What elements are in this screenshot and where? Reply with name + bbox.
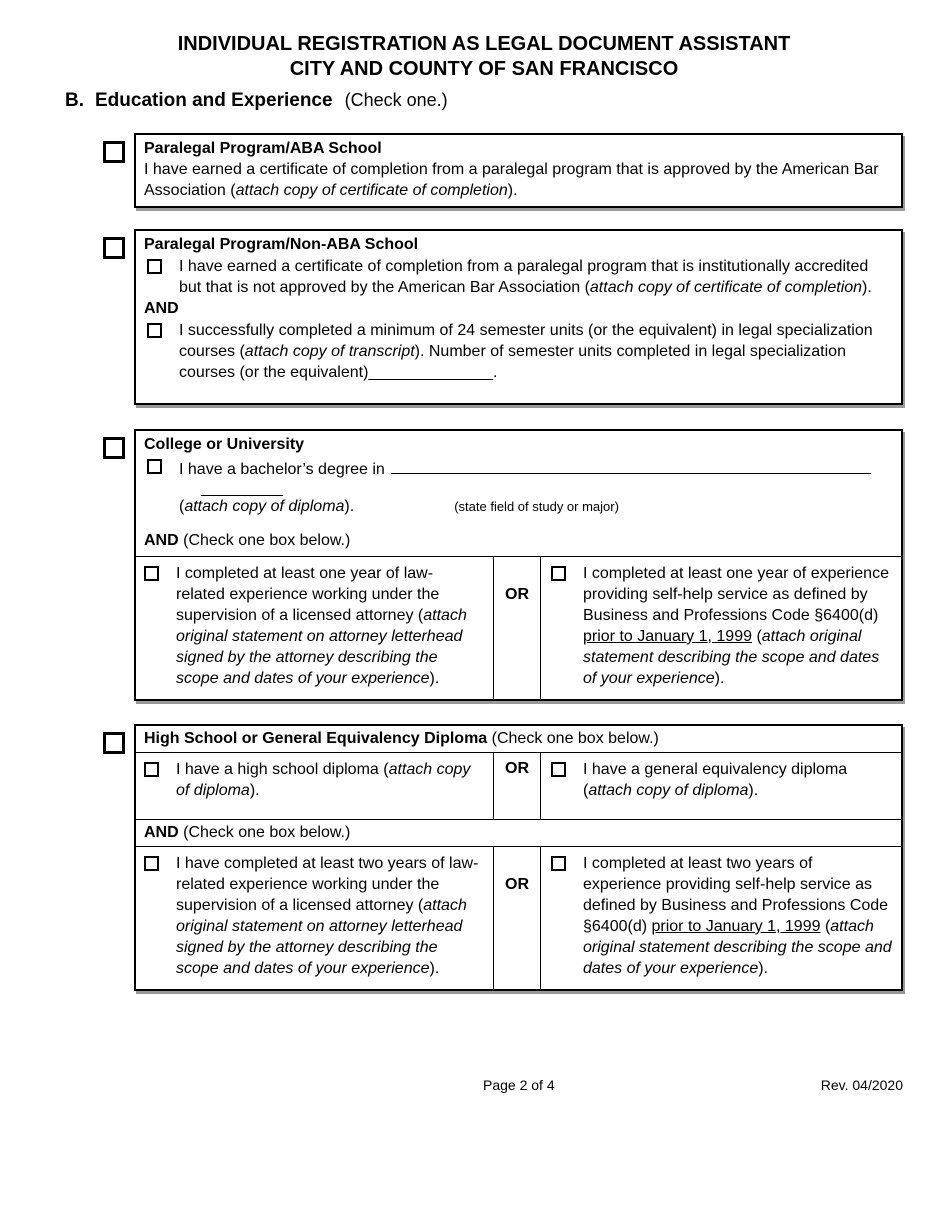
non-aba-units-checkbox[interactable] [147,323,162,338]
form-title-line2: CITY AND COUNTY OF SAN FRANCISCO [289,58,679,80]
non-aba-cert-checkbox-col [147,256,179,298]
hs-law-experience-checkbox[interactable] [144,856,159,871]
hs-diploma-item [144,759,479,801]
aba-box [134,133,903,208]
diploma-or-cell [494,753,541,819]
college-and-label: AND [144,532,179,549]
college-attach-text [179,496,354,517]
college-law-experience-checkbox[interactable] [144,566,159,581]
non-aba-cert-post: ). [862,279,872,296]
non-aba-cert-italic: attach copy of certificate of completion [589,279,863,296]
hs-selfhelp-underline: prior to January 1, 1999 [651,918,821,935]
hs-law-pre: I have completed at least two years of law-related experience working under the supervision of a licensed attorney ( [176,855,479,914]
college-or-cell [494,557,541,699]
college-law-italic: attach original statement on attorney letterhead signed by the attorney describing the scope and dates of your experience [176,607,467,687]
high-school-and-label: AND [144,824,179,841]
option-college [103,429,903,701]
college-selfhelp-mid: ( [752,628,762,645]
ged-pre: I have a general equivalency diploma ( [583,761,848,799]
section-title: Education and Experience [95,90,333,111]
college-law-text [176,563,479,689]
college-selfhelp-pre: I completed at least one year of experience providing self-help service as defined by Business and Professions Code §6400(d) [583,565,889,624]
hs-selfhelp-text [583,853,893,979]
non-aba-and-label: AND [144,300,179,317]
non-aba-box [134,229,903,405]
hs-selfhelp-checkbox-col [551,853,583,979]
college-selfhelp-underline: prior to January 1, 1999 [583,628,752,645]
experience-or-cell [494,847,541,989]
semester-units-blank[interactable]: ______________ [368,364,494,381]
college-selfhelp-experience-checkbox[interactable] [551,566,566,581]
non-aba-units-text [179,320,893,383]
diploma-or-table [136,753,901,819]
non-aba-units-pre: I successfully completed a minimum of 24 semester units (or the equivalent) in legal specialization courses ( [179,322,873,360]
hs-selfhelp-item [551,853,893,979]
aba-body-italic: attach copy of certificate of completion [235,182,508,199]
college-selfhelp-text [583,563,893,689]
hs-selfhelp-post: ). [758,960,768,977]
ged-post: ). [748,782,759,799]
non-aba-units-end: . [493,364,498,381]
hs-selfhelp-experience-checkbox[interactable] [551,856,566,871]
college-law-item [144,563,479,689]
college-selfhelp-post: ). [714,670,725,687]
experience-or-table [136,847,901,989]
section-heading [65,90,903,112]
college-selfhelp-italic: attach original statement describing the scope and dates of your experience [583,628,880,687]
non-aba-units-item [147,320,893,383]
bachelors-degree-blank[interactable] [391,456,871,474]
college-law-cell [136,557,494,699]
college-law-pre: I completed at least one year of law-related experience working under the supervision of a licensed attorney ( [176,565,440,624]
ged-item [551,759,893,801]
college-law-post: ). [429,670,440,687]
hs-diploma-cell [136,753,494,819]
aba-body [144,159,893,201]
aba-heading: Paralegal Program/ABA School [144,140,382,157]
ged-italic: attach copy of diploma [588,782,749,799]
hs-selfhelp-mid: ( [820,918,831,935]
hs-diploma-text [176,759,479,801]
hs-diploma-pre: I have a high school diploma ( [176,761,389,778]
college-selfhelp-checkbox-col [551,563,583,689]
non-aba-cert-text [179,256,893,298]
non-aba-heading: Paralegal Program/Non-ABA School [144,236,419,253]
hs-selfhelp-pre: I completed at least two years of experience providing self-help service as defined by Business and Professions Code §6400(d) [583,855,889,935]
ged-text [583,759,893,801]
non-aba-units-checkbox-col [147,320,179,383]
non-aba-cert-item [147,256,893,298]
college-law-checkbox-col [144,563,176,689]
page-footer [65,1077,903,1097]
ged-diploma-checkbox[interactable] [551,762,566,777]
hs-selfhelp-italic: attach original statement describing the scope and dates of your experience [583,918,892,977]
section-letter: B. [65,90,84,111]
aba-option-checkbox[interactable] [103,141,125,163]
high-school-and-note: (Check one box below.) [183,824,351,841]
non-aba-cert-pre: I have earned a certificate of completion from a paralegal program that is institutionally accredited but that is not approved by the American Bar Association ( [179,258,869,296]
hs-law-cell [136,847,494,989]
college-and-note: (Check one box below.) [183,532,351,549]
hs-law-item [144,853,479,979]
hs-selfhelp-cell [541,847,901,989]
hs-law-post: ). [429,960,440,977]
non-aba-units-mid: ). Number of semester units completed in legal specialization courses (or the equivalent) [179,343,846,381]
college-attach-post: ). [344,498,355,515]
page-number: Page 2 of 4 [483,1077,555,1093]
non-aba-units-italic: attach copy of transcript [244,343,415,360]
college-degree-checkbox-col [147,456,179,480]
hs-diploma-checkbox[interactable] [144,762,159,777]
aba-body-pre: I have earned a certificate of completion from a paralegal program that is approved by the American Bar Association ( [144,161,879,199]
option-non-aba [103,229,903,405]
college-heading: College or University [144,436,305,453]
ged-cell [541,753,901,819]
college-and-row [144,530,893,551]
non-aba-option-checkbox[interactable] [103,237,125,259]
hs-law-text [176,853,479,979]
college-selfhelp-item [551,563,893,689]
field-of-study-caption: (state field of study or major) [454,499,619,514]
college-top [136,431,901,556]
ged-checkbox-col [551,759,583,801]
hs-diploma-checkbox-col [144,759,176,801]
option-aba [103,133,903,208]
section-note: (Check one.) [344,90,448,110]
option-high-school [103,724,903,991]
high-school-heading-row [136,726,901,753]
experience-or-label: OR [505,876,529,893]
college-or-label: OR [505,586,529,603]
bachelors-degree-blank-continuation[interactable] [201,483,283,496]
revision-label: Rev. 04/2020 [820,1077,903,1093]
high-school-box [134,724,903,991]
college-degree-checkbox[interactable] [147,459,162,474]
aba-body-post: ). [507,182,518,199]
high-school-heading: High School or General Equivalency Diploma [144,730,488,747]
college-attach-italic: attach copy of diploma [184,498,345,515]
college-degree-text [179,456,893,480]
college-box [134,429,903,701]
college-attach-pre: ( [179,498,185,515]
high-school-option-checkbox[interactable] [103,732,125,754]
hs-law-checkbox-col [144,853,176,979]
college-degree-pre: I have a bachelor’s degree in [179,461,385,478]
high-school-heading-note: (Check one box below.) [491,730,659,747]
hs-law-italic: attach original statement on attorney letterhead signed by the attorney describing the scope and dates of your experience [176,897,467,977]
college-option-checkbox[interactable] [103,437,125,459]
college-or-table [136,556,901,699]
high-school-and-row [136,819,901,847]
college-attach-row [179,496,893,517]
form-title-line1: INDIVIDUAL REGISTRATION AS LEGAL DOCUMENT ASSISTANT [177,33,791,55]
hs-diploma-italic: attach copy of diploma [176,761,471,799]
college-selfhelp-cell [541,557,901,699]
college-degree-item [147,456,893,480]
non-aba-cert-checkbox[interactable] [147,259,162,274]
hs-diploma-post: ). [249,782,260,799]
diploma-or-label: OR [505,760,529,777]
